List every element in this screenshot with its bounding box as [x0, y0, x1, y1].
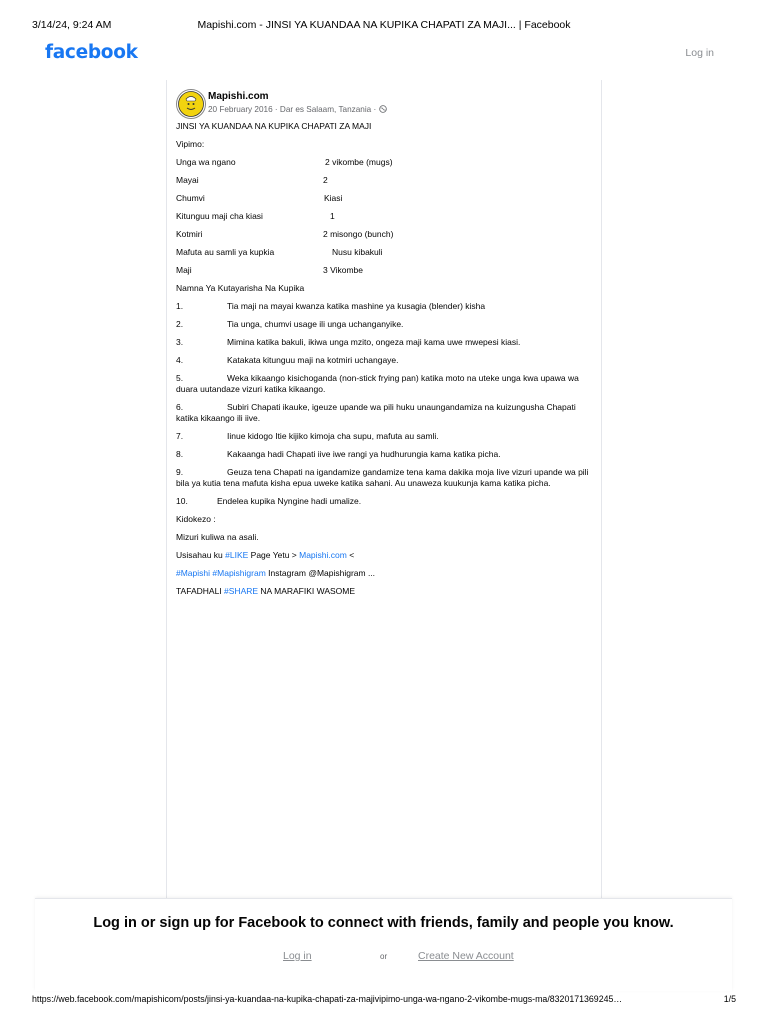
ingredient-name: Kotmiri	[176, 229, 203, 239]
facebook-logo[interactable]: facebook	[45, 42, 138, 63]
ingredient-name: Kitunguu maji cha kiasi	[176, 211, 263, 221]
ingredient-name: Chumvi	[176, 193, 205, 203]
ingredient-qty: 2 vikombe (mugs)	[325, 157, 393, 167]
step-text: Subiri Chapati ikauke, igeuze upande wa pili huku unaungandamiza na kuizungusha Chapati katika kikaango ili iive.	[176, 402, 576, 423]
step-text: Geuza tena Chapati na igandamize gandamize tena kama dakika moja Iive vizuri upande wa pili bila ya kutia tena mafuta kisha epua uweke katika sahani. Au unaweza kuukunja kama katika picha.	[176, 467, 589, 488]
method-heading	[176, 283, 596, 301]
step-text: Mimina katika bakuli, ikiwa unga mzito, ongeza maji kama uwe mwepesi kiasi.	[227, 337, 521, 347]
share-suffix: NA MARAFIKI WASOME	[258, 586, 356, 596]
instagram-text: Instagram @Mapishigram ...	[265, 568, 376, 578]
step-text: Weka kikaango kisichoganda (non-stick frying pan) katika moto na uteke unga kwa upawa wa duara uutandaze vizuri katika kikaango.	[176, 373, 579, 394]
post-meta	[208, 105, 387, 114]
footer-line-hashtags	[176, 568, 596, 586]
method-step	[176, 402, 596, 424]
tip-heading-text: Kidokezo :	[176, 514, 216, 524]
post-title	[176, 121, 596, 139]
ingredient-qty: 3 Vikombe	[323, 265, 364, 275]
step-number: 6.	[176, 402, 184, 412]
step-text: Tia maji na mayai kwanza katika mashine ya kusagia (blender) kisha	[227, 301, 486, 311]
step-number: 7.	[176, 431, 184, 441]
ingredient-row	[176, 157, 596, 175]
avatar[interactable]	[176, 89, 206, 119]
step-text: Kakaanga hadi Chapati iive iwe rangi ya hudhurungia kama katika picha.	[227, 449, 501, 459]
ingredient-qty: 2 misongo (bunch)	[323, 229, 394, 239]
ingredients-heading-text: Vipimo:	[176, 139, 205, 149]
mapishi-logo-icon	[177, 90, 205, 118]
ingredient-name: Maji	[176, 265, 192, 275]
step-text: Katakata kitunguu maji na kotmiri uchangaye.	[227, 355, 399, 365]
hashtag-mapishigram-link[interactable]: #Mapishigram	[212, 568, 266, 578]
like-mid: Page Yetu >	[248, 550, 300, 560]
step-number: 1.	[176, 301, 184, 311]
hashtag-mapishi-link[interactable]: #Mapishi	[176, 568, 211, 578]
ingredient-row	[176, 247, 596, 265]
tip-text	[176, 532, 596, 550]
print-page-title: Mapishi.com - JINSI YA KUANDAA NA KUPIKA CHAPATI ZA MAJI... | Facebook	[197, 19, 571, 31]
signup-headline: Log in or sign up for Facebook to connect with friends, family and people you know.	[93, 915, 674, 931]
banner-login-button[interactable]: Log in	[283, 950, 312, 962]
method-step	[176, 301, 596, 312]
create-account-button[interactable]: Create New Account	[418, 950, 514, 962]
print-footer	[0, 994, 768, 1014]
method-step	[176, 337, 596, 348]
step-number: 8.	[176, 449, 184, 459]
post-body	[176, 121, 596, 604]
print-url: https://web.facebook.com/mapishicom/posts/jinsi-ya-kuandaa-na-kupika-chapati-za-majivipimo-unga-wa-ngano-2-vikombe-mugs-ma/8320171369245…	[32, 994, 623, 1004]
or-separator: or	[380, 952, 388, 961]
ingredient-name: Mayai	[176, 175, 199, 185]
print-page-number: 1/5	[723, 994, 736, 1004]
ingredient-qty: 1	[330, 211, 335, 221]
step-text: Endelea kupika Nyngine hadi umalize.	[217, 496, 362, 506]
ingredient-row	[176, 193, 596, 211]
post-meta-text: 20 February 2016 · Dar es Salaam, Tanzania ·	[208, 105, 377, 114]
print-datetime: 3/14/24, 9:24 AM	[32, 19, 112, 31]
like-prefix: Usisahau ku	[176, 550, 226, 560]
login-link[interactable]: Log in	[685, 47, 714, 59]
footer-line-like	[176, 550, 596, 568]
share-prefix: TAFADHALI	[176, 586, 225, 596]
post-author[interactable]: Mapishi.com	[208, 91, 269, 102]
mapishi-site-link[interactable]: Mapishi.com	[299, 550, 347, 560]
signup-banner	[35, 898, 732, 991]
ingredients-heading	[176, 139, 596, 157]
step-number: 10.	[176, 496, 188, 506]
step-number: 3.	[176, 337, 184, 347]
like-suffix: <	[346, 550, 355, 560]
ingredient-name: Unga wa ngano	[176, 157, 236, 167]
step-number: 5.	[176, 373, 184, 383]
method-step	[176, 355, 596, 366]
hashtag-share-link[interactable]: #SHARE	[224, 586, 259, 596]
post-card	[166, 80, 602, 910]
method-heading-text: Namna Ya Kutayarisha Na Kupika	[176, 283, 305, 293]
ingredient-row	[176, 175, 596, 193]
method-step	[176, 496, 596, 507]
ingredient-qty: Kiasi	[324, 193, 343, 203]
method-step	[176, 449, 596, 460]
method-step	[176, 319, 596, 330]
ingredient-row	[176, 211, 596, 229]
method-step	[176, 431, 596, 442]
ingredient-row	[176, 265, 596, 283]
step-text: Iinue kidogo Itie kijiko kimoja cha supu, mafuta au samli.	[227, 431, 439, 441]
step-text: Tia unga, chumvi usage ili unga uchanganyike.	[227, 319, 404, 329]
step-number: 4.	[176, 355, 184, 365]
post-title-text: JINSI YA KUANDAA NA KUPIKA CHAPATI ZA MAJI	[176, 121, 372, 131]
tip-heading	[176, 514, 596, 532]
ingredient-qty: Nusu kibakuli	[332, 247, 383, 257]
ingredient-qty: 2	[323, 175, 328, 185]
method-step	[176, 467, 596, 489]
hashtag-like-link[interactable]: #LIKE	[225, 550, 249, 560]
step-number: 2.	[176, 319, 184, 329]
ingredient-name: Mafuta au samli ya kupkia	[176, 247, 275, 257]
method-step	[176, 373, 596, 395]
tip-text-value: Mizuri kuliwa na asali.	[176, 532, 259, 542]
globe-icon	[379, 105, 387, 113]
footer-line-share	[176, 586, 596, 604]
ingredient-row	[176, 229, 596, 247]
step-number: 9.	[176, 467, 184, 477]
